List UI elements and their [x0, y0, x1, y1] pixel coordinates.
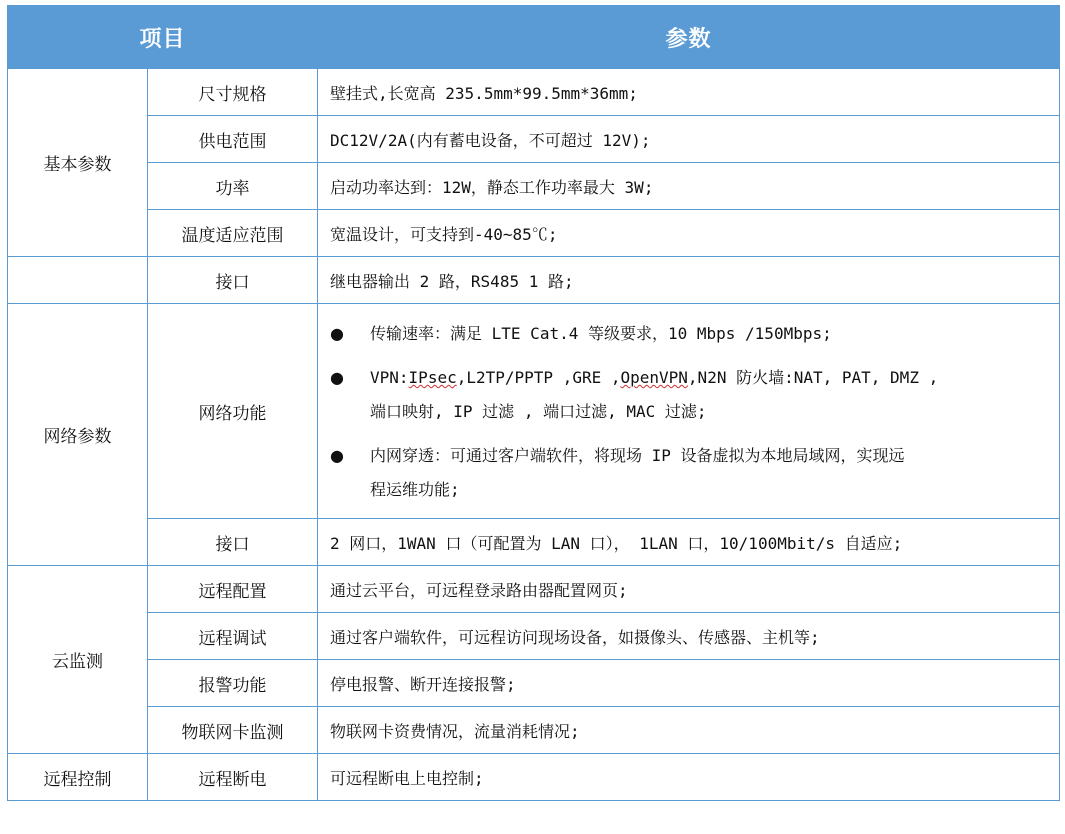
table-row [8, 304, 1060, 519]
bullet-icon: ● [330, 446, 344, 465]
item-label: 网络功能 [148, 304, 318, 519]
category-cloud: 云监测 [8, 566, 148, 754]
table-header-row [8, 6, 1060, 69]
table-row [8, 210, 1060, 257]
item-value [318, 163, 1060, 210]
bullet-icon: ● [330, 368, 344, 387]
item-label: 远程调试 [148, 613, 318, 660]
bullet-text [370, 366, 1047, 390]
item-label: 远程断电 [148, 754, 318, 801]
value-text: 通过客户端软件，可远程访问现场设备，如摄像头、传感器、主机等; [330, 627, 820, 647]
item-value [318, 210, 1060, 257]
spec-table [7, 5, 1060, 801]
table-row [8, 754, 1060, 801]
category-basic: 基本参数 [8, 69, 148, 257]
item-value [318, 613, 1060, 660]
bullet-text: 传输速率：满足 LTE Cat.4 等级要求，10 Mbps /150Mbps; [370, 324, 832, 343]
item-value [318, 754, 1060, 801]
item-label: 供电范围 [148, 116, 318, 163]
category-network: 网络参数 [8, 304, 148, 566]
table-row [8, 613, 1060, 660]
openvpn-term: OpenVPN [620, 368, 688, 387]
item-label: 尺寸规格 [148, 69, 318, 116]
ipsec-term: IPsec [408, 368, 457, 387]
table-row [8, 707, 1060, 754]
item-label: 接口 [148, 519, 318, 566]
table-row [8, 69, 1060, 116]
item-value [318, 116, 1060, 163]
vpn-suffix: ,N2N 防火墙:NAT, PAT, DMZ , [687, 368, 939, 387]
bullet-item [330, 312, 1047, 356]
table-row [8, 566, 1060, 613]
item-label: 接口 [148, 257, 318, 304]
item-label: 远程配置 [148, 566, 318, 613]
item-label: 温度适应范围 [148, 210, 318, 257]
bullet-icon: ● [330, 324, 344, 343]
bullet-item [330, 356, 1047, 390]
bullet-text: 内网穿透：可通过客户端软件，将现场 IP 设备虚拟为本地局域网，实现远 [370, 446, 905, 465]
value-text: 物联网卡资费情况，流量消耗情况; [330, 721, 580, 741]
bullet-continuation: 程运维功能; [370, 480, 460, 499]
value-text: 通过云平台，可远程登录路由器配置网页; [330, 580, 628, 600]
value-text: 宽温设计，可支持到-40~85℃; [330, 224, 558, 244]
bullet-continuation: 端口映射, IP 过滤 , 端口过滤, MAC 过滤; [370, 402, 707, 421]
table-row [8, 116, 1060, 163]
category-remote: 远程控制 [8, 754, 148, 801]
table-row [8, 163, 1060, 210]
value-text: DC12V/2A(内有蓄电设备，不可超过 12V); [330, 130, 651, 150]
table-row [8, 660, 1060, 707]
value-text: 可远程断电上电控制; [330, 768, 484, 788]
value-text: 壁挂式,长宽高 235.5mm*99.5mm*36mm; [330, 83, 638, 103]
value-text: 继电器输出 2 路，RS485 1 路; [330, 271, 574, 291]
table-row [8, 257, 1060, 304]
bullet-item [330, 434, 1047, 468]
item-value [318, 257, 1060, 304]
vpn-mid: ,L2TP/PPTP ,GRE , [456, 368, 621, 387]
item-value [318, 660, 1060, 707]
category-empty [8, 257, 148, 304]
item-value [318, 69, 1060, 116]
vpn-prefix: VPN: [370, 368, 409, 387]
item-value [318, 519, 1060, 566]
item-label: 功率 [148, 163, 318, 210]
item-value-bullets [318, 304, 1060, 519]
value-text: 2 网口，1WAN 口（可配置为 LAN 口）， 1LAN 口，10/100Mbit/s 自适应; [330, 533, 903, 553]
item-label: 报警功能 [148, 660, 318, 707]
value-text: 停电报警、断开连接报警; [330, 674, 516, 694]
header-item: 项目 [8, 6, 318, 69]
item-value [318, 566, 1060, 613]
item-label: 物联网卡监测 [148, 707, 318, 754]
table-row [8, 519, 1060, 566]
header-param: 参数 [318, 6, 1060, 69]
item-value [318, 707, 1060, 754]
value-text: 启动功率达到：12W，静态工作功率最大 3W; [330, 177, 654, 197]
